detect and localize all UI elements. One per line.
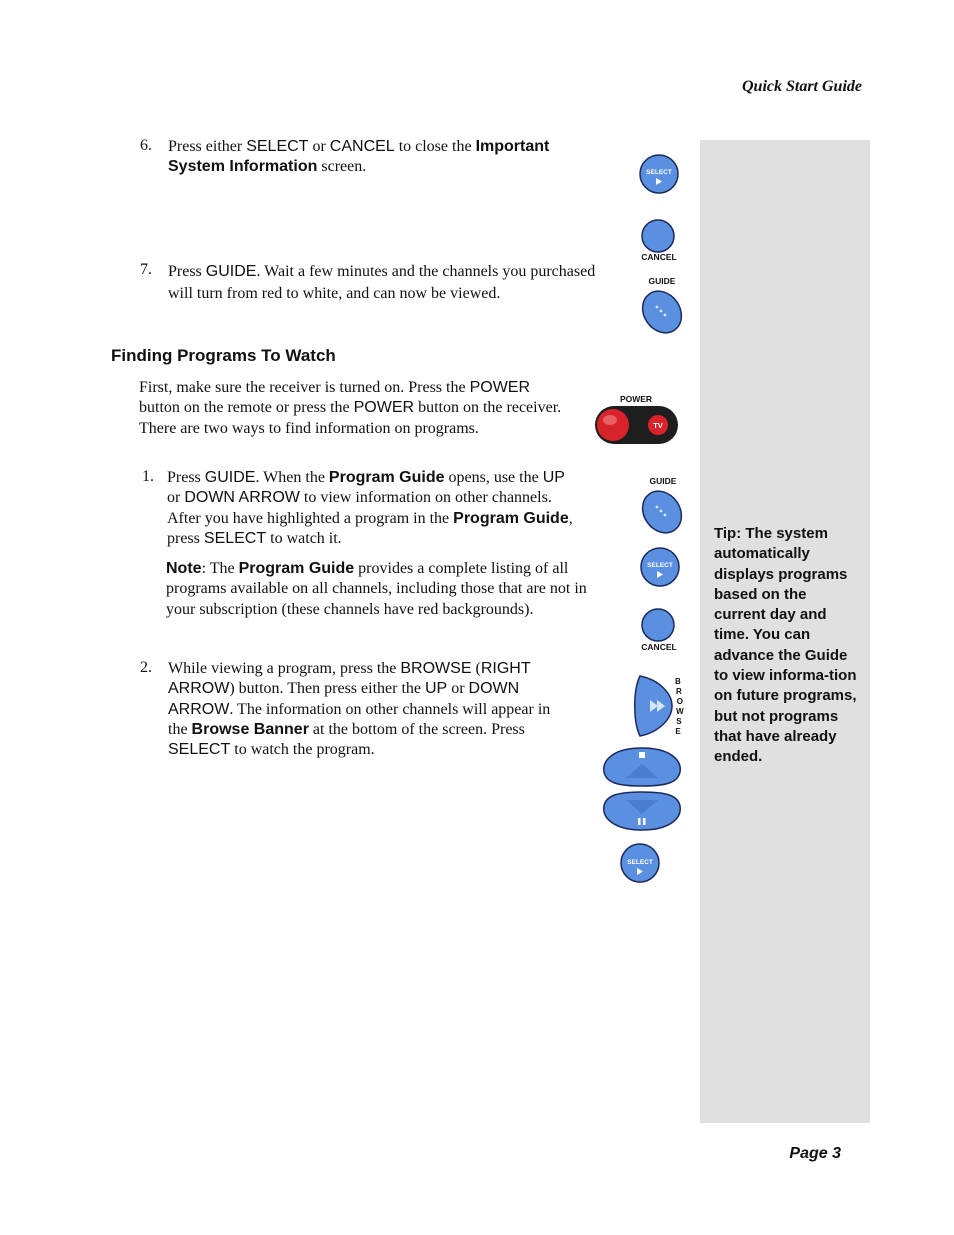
browse-button-icon: [630, 672, 690, 740]
up-arrow-button-icon: [598, 744, 686, 790]
cancel-button-icon: [638, 218, 680, 264]
power-button-icon: [592, 392, 682, 448]
guide-button-icon: [636, 274, 688, 336]
down-arrow-button-icon: [598, 788, 686, 834]
item-2-text: While viewing a program, press the BROWSE (RIGHT ARROW) button. Then press either the UP or DOWN ARROW. The information on other channels will appear in the Browse Banner at the bottom of the screen. Press SELECT to watch the program.: [168, 660, 551, 759]
step-7-number: 7.: [140, 261, 152, 278]
cancel-button-icon-2: [638, 607, 680, 653]
power-label: POWER: [619, 394, 653, 404]
item-1-number: 1.: [142, 468, 154, 485]
select-button-icon: [638, 153, 680, 195]
item-1-text: Press GUIDE. When the Program Guide opens, use the UP or DOWN ARROW to view information on other channels. After you have highlighted a program in the Program Guide, press SELECT to watch it.: [167, 469, 573, 547]
cancel-label: CANCEL: [641, 252, 677, 262]
select-button-icon-3: [619, 841, 661, 885]
intro-paragraph: First, make sure the receiver is turned on. Press the POWER button on the remote or press the POWER button on the receiver. There are two ways to find information on programs.: [139, 379, 562, 437]
guide-button-icon-2: [636, 474, 688, 536]
cancel-label-2: CANCEL: [641, 642, 677, 652]
select-button-icon-2: [639, 546, 681, 588]
select-label-3: SELECT: [627, 859, 653, 866]
step-6-text: Press either SELECT or CANCEL to close the Important System Information screen.: [168, 138, 550, 176]
select-label-2: SELECT: [647, 562, 673, 569]
page-header: Quick Start Guide: [741, 78, 862, 95]
svg-text:B R O W S: B R O W S E: [674, 677, 684, 736]
step-6-number: 6.: [140, 137, 152, 154]
select-label: SELECT: [646, 169, 672, 176]
section-heading: Finding Programs To Watch: [111, 346, 336, 365]
guide-label: GUIDE: [648, 276, 676, 286]
item-2-number: 2.: [140, 659, 152, 676]
step-7-text: Press GUIDE. Wait a few minutes and the channels you purchased will turn from red to white, and can now be viewed.: [168, 263, 596, 302]
page-number: Page 3: [789, 1145, 841, 1162]
note-paragraph: Note: The Program Guide provides a complete listing of all programs available on all channels, including those that are not in your subscription (these channels have red backgrounds).: [166, 560, 587, 618]
guide-label-2: GUIDE: [649, 476, 677, 486]
tv-label: TV: [653, 421, 663, 430]
tip-text: Tip: The system automatically displays programs based on the current day and time. You can advance the Guide to view informa-tion on future programs, but not programs that have already ended.: [714, 525, 857, 766]
